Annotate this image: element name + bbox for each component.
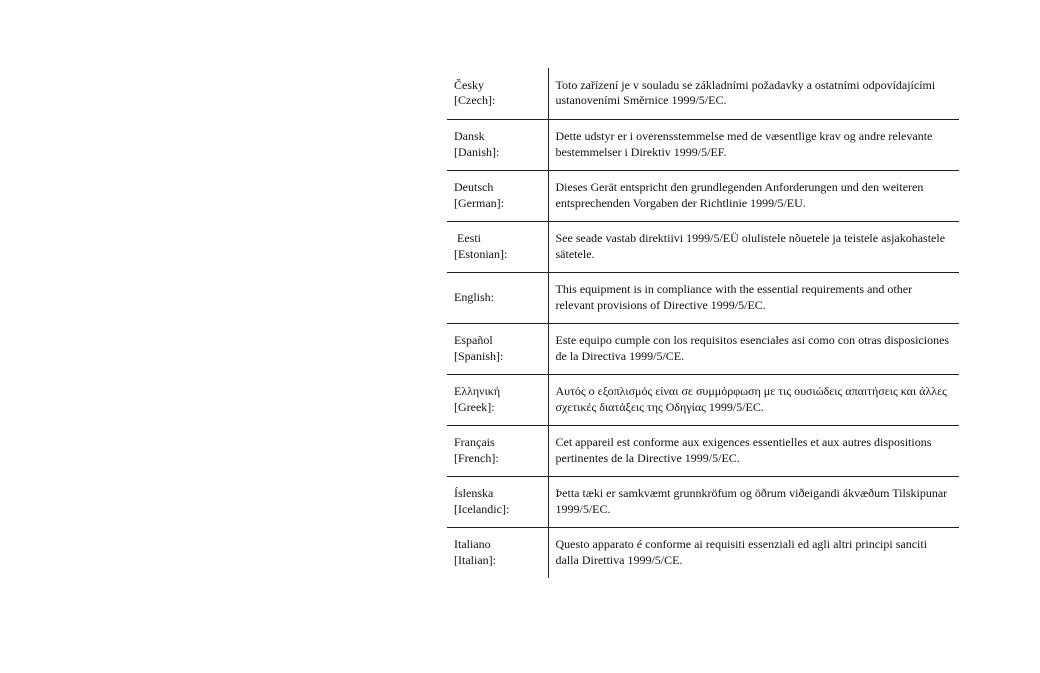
language-english: [Italian]: [454,552,496,567]
language-name: Eesti [457,231,481,245]
language-english: [Danish]: [454,144,500,159]
table-row [447,119,959,170]
declaration-text: Dette udstyr er i overensstemmelse med de væsentlige krav og andre relevante bestemmelser i Direktiv 1999/5/EF. [555,129,933,159]
table-row [447,527,959,578]
language-english: [Spanish]: [454,348,504,363]
language-english: [German]: [454,195,504,210]
table-row [447,68,959,119]
declaration-text: Þetta tæki er samkvæmt grunnkröfum og öðrum viðeigandi ákvæðum Tilskipunar 1999/5/EC. [555,486,948,516]
language-english: [Greek]: [454,399,495,414]
declaration-text: This equipment is in compliance with the essential requirements and other relevant provisions of Directive 1999/5/EC. [555,282,913,312]
declaration-text: Toto zařízení je v souladu se základními požadavky a ostatními odpovídajícími ustanoveními Směrnice 1999/5/EC. [555,77,936,108]
language-cell [447,425,548,476]
language-cell [447,323,548,374]
language-english: [French]: [454,450,499,465]
table-row [447,221,959,272]
language-cell [447,527,548,578]
declaration-table [447,68,959,578]
table-row [447,323,959,374]
language-name: Español [454,333,493,347]
table-row [447,374,959,425]
language-name: Dansk [454,129,485,143]
language-cell [447,221,548,272]
language-cell [447,272,548,323]
language-name: Italiano [454,537,491,552]
language-english: [Icelandic]: [454,501,510,516]
language-cell [447,170,548,221]
language-english: [Estonian]: [454,246,508,261]
language-name: English: [454,289,495,304]
language-name: Ελληνική [454,384,501,398]
table-row [447,476,959,527]
language-cell [447,68,548,119]
table-row [447,425,959,476]
table-row [447,272,959,323]
declaration-text: Questo apparato é conforme ai requisiti essenziali ed agli altri principi sanciti dalla Direttiva 1999/5/CE. [555,537,928,567]
language-name: Íslenska [454,486,494,500]
declaration-text: Αυτός ο εξοπλισμός είναι σε συμμόρφωση με τις ουσιώδεις απαιτήσεις και άλλες σχετικές διατάξεις της Οδηγίας 1999/5/EC. [555,384,947,414]
language-name: Français [454,435,495,449]
language-name: Deutsch [454,180,494,194]
language-name: Česky [454,77,484,92]
declaration-text: See seade vastab direktiivi 1999/5/EÜ olulistele nõuetele ja teistele asjakohastele sätetele. [555,231,946,261]
declaration-text: Dieses Gerät entspricht den grundlegenden Anforderungen und den weiteren entsprechenden Vorgaben der Richtlinie 1999/5/EU. [555,180,924,210]
language-cell [447,374,548,425]
table-row [447,170,959,221]
declaration-text: Cet appareil est conforme aux exigences essentielles et aux autres dispositions pertinentes de la Directive 1999/5/EC. [555,435,932,465]
language-cell [447,476,548,527]
language-english: [Czech]: [454,93,496,108]
declaration-text: Este equipo cumple con los requisitos esenciales asi como con otras disposiciones de la Directiva 1999/5/CE. [555,333,950,363]
language-cell [447,119,548,170]
